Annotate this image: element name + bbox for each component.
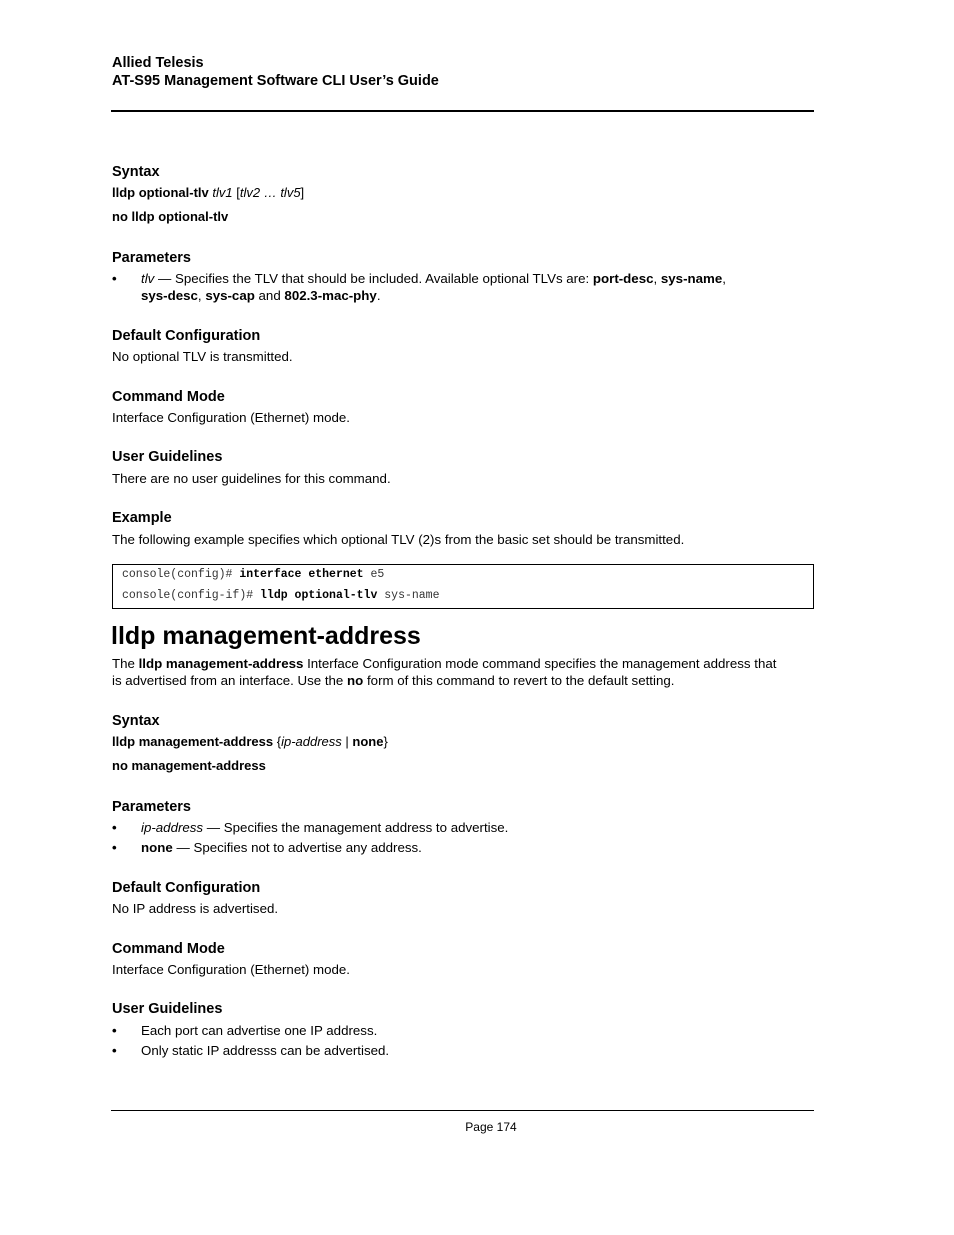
- syntax-no-form: no lldp optional-tlv: [112, 209, 229, 224]
- tlv-option: port-desc: [592, 271, 654, 286]
- command-title: lldp management-address: [111, 622, 421, 650]
- command-mode-heading: Command Mode: [112, 941, 225, 957]
- page-number: [0, 1120, 954, 1134]
- code-command: interface ethernet: [239, 568, 364, 581]
- code-arg: e5: [363, 568, 385, 581]
- syntax-bracket-close: ]: [300, 185, 305, 200]
- command-mode-text: Interface Configuration (Ethernet) mode.: [112, 410, 350, 425]
- syntax-bracket-open: [: [232, 185, 240, 200]
- command-mode-text: Interface Configuration (Ethernet) mode.: [112, 962, 350, 977]
- parameter-desc: — Specifies the TLV that should be included. Available optional TLVs are:: [154, 271, 593, 286]
- code-line: [122, 589, 439, 602]
- intro-text: is advertised from an interface. Use the: [112, 673, 348, 688]
- syntax-line: [112, 734, 388, 749]
- syntax-optional-args: tlv2 … tlv5: [239, 185, 301, 200]
- syntax-none: none: [352, 734, 384, 749]
- default-config-heading: Default Configuration: [112, 880, 261, 896]
- code-command: lldp optional-tlv: [260, 589, 378, 602]
- bullet-icon: •: [112, 840, 117, 855]
- bullet-icon: •: [112, 271, 117, 286]
- syntax-arg: tlv1: [212, 185, 233, 200]
- intro-text: form of this command to revert to the default setting.: [363, 673, 675, 688]
- parameter-desc: — Specifies not to advertise any address.: [172, 840, 422, 855]
- guideline-text: Only static IP addresss can be advertised.: [141, 1043, 390, 1058]
- separator: ,: [653, 271, 661, 286]
- code-line: [122, 568, 384, 581]
- bullet-icon: •: [112, 1023, 117, 1038]
- separator: and: [254, 288, 285, 303]
- bullet-icon: •: [112, 1043, 117, 1058]
- syntax-heading: Syntax: [112, 713, 160, 729]
- syntax-command: lldp optional-tlv: [112, 185, 209, 200]
- default-config-text: No optional TLV is transmitted.: [112, 349, 293, 364]
- guide-title: AT-S95 Management Software CLI User’s Guide: [112, 73, 439, 89]
- parameter-desc: — Specifies the management address to advertise.: [203, 820, 509, 835]
- separator: .: [376, 288, 381, 303]
- syntax-no-form: no management-address: [112, 758, 266, 773]
- syntax-command: lldp management-address: [112, 734, 274, 749]
- syntax-heading: Syntax: [112, 164, 160, 180]
- syntax-line: [112, 185, 304, 200]
- user-guidelines-text: There are no user guidelines for this command.: [112, 471, 391, 486]
- bullet-icon: •: [112, 820, 117, 835]
- syntax-brace-open: {: [273, 734, 282, 749]
- command-intro: [112, 655, 817, 689]
- separator: ,: [197, 288, 206, 303]
- syntax-brace-close: }: [383, 734, 388, 749]
- header-rule: [111, 110, 814, 112]
- parameter-text: [141, 819, 817, 836]
- footer-rule: [111, 1110, 814, 1111]
- intro-command: lldp management-address: [138, 656, 304, 671]
- parameter-name: ip-address: [141, 820, 204, 835]
- command-mode-heading: Command Mode: [112, 389, 225, 405]
- company-name: Allied Telesis: [112, 55, 204, 71]
- tlv-option: sys-desc: [141, 288, 198, 303]
- parameter-text: [141, 270, 817, 304]
- intro-no-keyword: no: [347, 673, 364, 688]
- example-text: The following example specifies which optional TLV (2)s from the basic set should be transmitted.: [112, 532, 685, 547]
- code-arg: sys-name: [377, 589, 440, 602]
- separator: ,: [722, 271, 726, 286]
- intro-text: Interface Configuration mode command specifies the management address that: [303, 656, 777, 671]
- parameter-name: tlv: [141, 271, 155, 286]
- tlv-option: sys-name: [660, 271, 723, 286]
- default-config-text: No IP address is advertised.: [112, 901, 279, 916]
- guideline-text: Each port can advertise one IP address.: [141, 1023, 378, 1038]
- example-heading: Example: [112, 510, 172, 526]
- tlv-option: sys-cap: [205, 288, 255, 303]
- parameters-heading: Parameters: [112, 799, 191, 815]
- parameter-text: [141, 839, 817, 856]
- default-config-heading: Default Configuration: [112, 328, 261, 344]
- user-guidelines-heading: User Guidelines: [112, 449, 223, 465]
- page-label: Page 174: [465, 1120, 517, 1134]
- tlv-option: 802.3-mac-phy: [284, 288, 377, 303]
- code-prompt: console(config)#: [122, 568, 240, 581]
- syntax-arg: ip-address: [281, 734, 342, 749]
- parameters-heading: Parameters: [112, 250, 191, 266]
- code-example-box: [112, 564, 814, 609]
- parameter-name: none: [141, 840, 173, 855]
- user-guidelines-heading: User Guidelines: [112, 1001, 223, 1017]
- intro-text: The: [112, 656, 139, 671]
- code-prompt: console(config-if)#: [122, 589, 261, 602]
- syntax-bar: |: [341, 734, 353, 749]
